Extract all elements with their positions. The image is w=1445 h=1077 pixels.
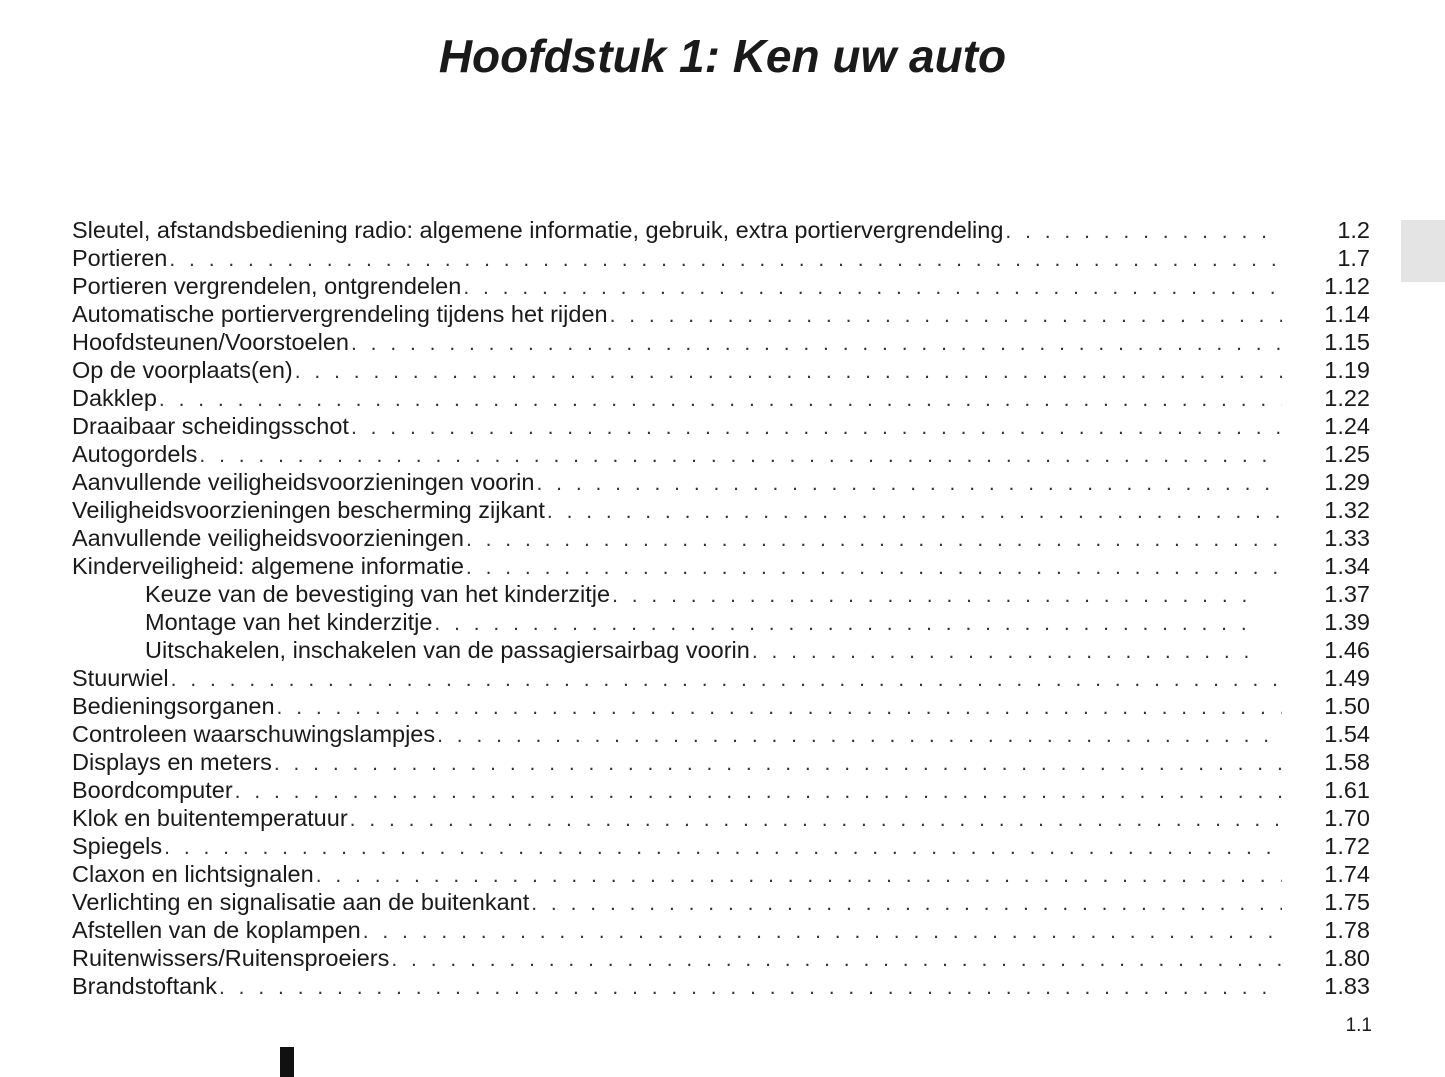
- toc-entry-label: Kinderveiligheid: algemene informatie: [72, 553, 464, 579]
- toc-entry-label: Aanvullende veiligheidsvoorzieningen voorin: [72, 469, 535, 495]
- dot-leader: [434, 610, 1254, 638]
- toc-entry[interactable]: [72, 748, 1370, 776]
- dot-leader: [531, 890, 1282, 918]
- toc-entry-label: Hoofdsteunen/Voorstoelen: [72, 329, 349, 355]
- toc-entry-page: 1.46: [1324, 637, 1370, 663]
- toc-entry[interactable]: [72, 804, 1370, 832]
- toc-entry[interactable]: [72, 412, 1370, 440]
- toc-entry-page: 1.83: [1324, 973, 1370, 999]
- toc-entry-page: 1.12: [1324, 273, 1370, 299]
- toc-entry-page: 1.24: [1324, 413, 1370, 439]
- page-title: Hoofdstuk 1: Ken uw auto: [438, 30, 1007, 82]
- toc-entry-label: Portieren: [72, 245, 168, 271]
- toc-entry[interactable]: [72, 272, 1370, 300]
- dot-leader: [363, 918, 1282, 946]
- toc-entry[interactable]: [72, 664, 1370, 692]
- toc-entry-label: Autogordels: [72, 441, 198, 467]
- toc-entry-label: Ruitenwissers/Ruitensproeiers: [72, 945, 390, 971]
- toc-entry-page: 1.61: [1324, 777, 1370, 803]
- toc-entry[interactable]: [72, 440, 1370, 468]
- toc-entry-label: Aanvullende veiligheidsvoorzieningen: [72, 525, 464, 551]
- dot-leader: [199, 442, 1282, 470]
- dot-leader: [316, 862, 1282, 890]
- table-of-contents: [72, 216, 1370, 1000]
- toc-entry-page: 1.29: [1324, 469, 1370, 495]
- toc-entry-page: 1.70: [1324, 805, 1370, 831]
- toc-entry[interactable]: [72, 384, 1370, 412]
- toc-entry-page: 1.14: [1324, 301, 1370, 327]
- dot-leader: [466, 526, 1282, 554]
- toc-entry-page: 1.19: [1324, 357, 1370, 383]
- dot-leader: [277, 694, 1282, 722]
- dot-leader: [351, 330, 1282, 358]
- toc-entry-label: Boordcomputer: [72, 777, 233, 803]
- toc-entry-page: 1.78: [1324, 917, 1370, 943]
- toc-entry-label: Veiligheidsvoorzieningen bescherming zijkant: [72, 497, 545, 523]
- toc-entry[interactable]: [72, 300, 1370, 328]
- toc-subentry[interactable]: [72, 608, 1370, 636]
- toc-entry[interactable]: [72, 888, 1370, 916]
- toc-entry-label: Uitschakelen, inschakelen van de passagiersairbag voorin: [145, 637, 750, 663]
- dot-leader: [391, 946, 1282, 974]
- toc-entry[interactable]: [72, 972, 1370, 1000]
- toc-entry[interactable]: [72, 524, 1370, 552]
- dot-leader: [171, 666, 1282, 694]
- toc-entry-label: Displays en meters: [72, 749, 272, 775]
- toc-entry-page: 1.74: [1324, 861, 1370, 887]
- toc-entry-label: Dakklep: [72, 385, 157, 411]
- toc-entry-label: Op de voorplaats(en): [72, 357, 293, 383]
- toc-entry-label: Klok en buitentemperatuur: [72, 805, 348, 831]
- toc-entry-label: Stuurwiel: [72, 665, 169, 691]
- toc-entry-label: Claxon en lichtsignalen: [72, 861, 314, 887]
- toc-entry-label: Draaibaar scheidingsschot: [72, 413, 349, 439]
- toc-entry-page: 1.15: [1324, 329, 1370, 355]
- dot-leader: [547, 498, 1282, 526]
- toc-entry-page: 1.25: [1324, 441, 1370, 467]
- toc-entry-page: 1.7: [1337, 245, 1370, 271]
- toc-entry-label: Montage van het kinderzitje: [145, 609, 433, 635]
- toc-entry-page: 1.54: [1324, 721, 1370, 747]
- dot-leader: [351, 414, 1282, 442]
- toc-entry-page: 1.32: [1324, 497, 1370, 523]
- dot-leader: [159, 386, 1282, 414]
- toc-entry-page: 1.2: [1337, 217, 1370, 243]
- toc-entry-page: 1.49: [1324, 665, 1370, 691]
- toc-entry-page: 1.22: [1324, 385, 1370, 411]
- toc-entry-label: Afstellen van de koplampen: [72, 917, 361, 943]
- toc-entry-label: Spiegels: [72, 833, 163, 859]
- dot-leader: [536, 470, 1282, 498]
- toc-entry-page: 1.39: [1324, 609, 1370, 635]
- toc-entry[interactable]: [72, 468, 1370, 496]
- toc-subentry[interactable]: [72, 580, 1370, 608]
- page-number: 1.1: [1345, 1015, 1372, 1036]
- toc-entry[interactable]: [72, 860, 1370, 888]
- toc-entry[interactable]: [72, 216, 1370, 244]
- toc-entry[interactable]: [72, 496, 1370, 524]
- dot-leader: [235, 778, 1282, 806]
- dot-leader: [610, 302, 1282, 330]
- toc-entry[interactable]: [72, 552, 1370, 580]
- dot-leader: [164, 834, 1282, 862]
- toc-entry-page: 1.58: [1324, 749, 1370, 775]
- toc-entry[interactable]: [72, 776, 1370, 804]
- toc-entry-page: 1.72: [1324, 833, 1370, 859]
- dot-leader: [752, 638, 1254, 666]
- toc-entry-label: Keuze van de bevestiging van het kinderzitje: [145, 581, 611, 607]
- dot-leader: [219, 974, 1282, 1002]
- toc-entry-label: Brandstoftank: [72, 973, 218, 999]
- toc-entry-page: 1.50: [1324, 693, 1370, 719]
- print-registration-mark: [280, 1047, 294, 1077]
- toc-subentry[interactable]: [72, 636, 1370, 664]
- toc-entry[interactable]: [72, 720, 1370, 748]
- toc-entry[interactable]: [72, 356, 1370, 384]
- dot-leader: [437, 722, 1282, 750]
- toc-entry[interactable]: [72, 244, 1370, 272]
- toc-entry[interactable]: [72, 328, 1370, 356]
- dot-leader: [350, 806, 1282, 834]
- dot-leader: [466, 554, 1282, 582]
- chapter-tab-marker: [1401, 220, 1445, 282]
- dot-leader: [463, 274, 1282, 302]
- toc-entry-page: 1.75: [1324, 889, 1370, 915]
- toc-entry[interactable]: [72, 916, 1370, 944]
- toc-entry-label: Controleen waarschuwingslampjes: [72, 721, 436, 747]
- toc-entry[interactable]: [72, 944, 1370, 972]
- dot-leader: [295, 358, 1282, 386]
- toc-entry-label: Verlichting en signalisatie aan de buitenkant: [72, 889, 530, 915]
- toc-entry-label: Sleutel, afstandsbediening radio: algemene informatie, gebruik, extra portiervergrendeling: [72, 217, 1004, 243]
- toc-entry-label: Bedieningsorganen: [72, 693, 275, 719]
- toc-entry-page: 1.80: [1324, 945, 1370, 971]
- dot-leader: [274, 750, 1282, 778]
- toc-entry-label: Automatische portiervergrendeling tijdens het rijden: [72, 301, 608, 327]
- toc-entry[interactable]: [72, 832, 1370, 860]
- dot-leader: [612, 582, 1254, 610]
- toc-entry[interactable]: [72, 692, 1370, 720]
- toc-entry-label: Portieren vergrendelen, ontgrendelen: [72, 273, 462, 299]
- dot-leader: [1005, 218, 1282, 246]
- toc-entry-page: 1.34: [1324, 553, 1370, 579]
- toc-entry-page: 1.37: [1324, 581, 1370, 607]
- toc-entry-page: 1.33: [1324, 525, 1370, 551]
- dot-leader: [169, 246, 1282, 274]
